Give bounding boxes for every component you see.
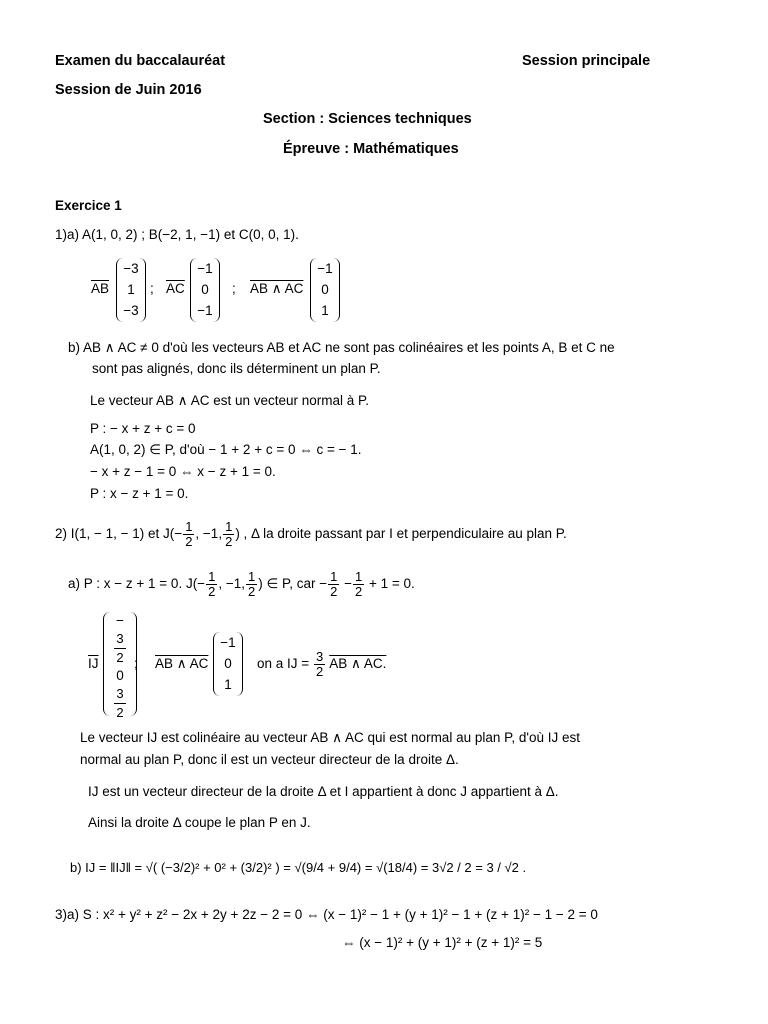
abac-z: 1 — [321, 303, 329, 319]
abac-y: 0 — [224, 655, 232, 671]
ij-relation — [257, 646, 386, 682]
ac-column-vector — [190, 258, 220, 322]
q2a-mid2: − — [340, 576, 352, 591]
separator: ; — [150, 281, 154, 296]
plane-eq-1: P : − x + z + c = 0 — [90, 421, 196, 436]
ainsi-text: Ainsi la droite Δ coupe le plan P en J. — [88, 815, 311, 830]
q1b-line2: sont pas alignés, donc ils déterminent un plan P. — [92, 361, 381, 376]
ab-x: −3 — [123, 260, 139, 276]
abac-label-2: AB ∧ AC — [155, 656, 209, 671]
q2a-mid: , −1, — [218, 576, 245, 591]
ab-label: $\overline{AB}$ — [91, 281, 110, 296]
ab-y: 1 — [127, 281, 135, 297]
fraction: $\frac{1}{2}$ — [355, 568, 363, 599]
fraction: $\frac{1}{2}$ — [330, 568, 338, 599]
q2a-prefix: a) P : x − z + 1 = 0. J(− — [68, 576, 206, 591]
fraction: $\frac{1}{2}$ — [247, 568, 256, 599]
epreuve-title: Épreuve : Mathématiques — [283, 141, 459, 157]
abac-x: −1 — [220, 634, 236, 650]
abac-y: 0 — [321, 281, 329, 297]
separator: ; — [134, 656, 138, 671]
ij-y: 0 — [116, 668, 124, 683]
fraction: $\frac{1}{2}$ — [185, 518, 193, 549]
ij-z: 3 2 — [116, 686, 124, 720]
fraction: $\frac{1}{2}$ — [208, 568, 216, 599]
ab-z: −3 — [123, 303, 139, 319]
ac-z: −1 — [197, 303, 213, 319]
q2a-statement — [68, 566, 415, 602]
session-date: Session de Juin 2016 — [55, 82, 202, 98]
q2-mid: , −1, — [195, 526, 223, 541]
plane-eq-2: A(1, 0, 2) ∈ P, d'où − 1 + 2 + c = 0 ⇔ c = − 1. — [90, 442, 362, 457]
ij-relation-prefix: on a IJ = — [257, 656, 310, 671]
ac-label: $\overline{AC}$ — [166, 281, 185, 296]
section-title: Section : Sciences techniques — [263, 111, 472, 127]
ij-label: $\overline{IJ}$ — [88, 656, 99, 671]
ac-x: −1 — [197, 260, 213, 276]
abac-column-vector-2 — [213, 632, 243, 696]
session-type: Session principale — [522, 53, 651, 69]
ac-y: 0 — [201, 281, 209, 297]
exercise-title: Exercice 1 — [55, 198, 122, 213]
q2-prefix: 2) I(1, − 1, − 1) et J(− — [55, 526, 183, 541]
q3a-line2: ⇔ (x − 1)² + (y + 1)² + (z + 1)² = 5 — [342, 935, 543, 950]
separator: ; — [232, 281, 236, 296]
q2-suffix: ) , Δ la droite passant par I et perpendiculaire au plan P. — [235, 526, 567, 541]
normal-vector-text: Le vecteur AB ∧ AC est un vecteur normal à P. — [90, 393, 370, 408]
q1a-text: 1)a) A(1, 0, 2) ; B(−2, 1, −1) et C(0, 0, 1). — [55, 227, 299, 242]
abac-x: −1 — [317, 260, 333, 276]
abac-z: 1 — [224, 677, 232, 693]
fraction: $\frac{1}{2}$ — [225, 518, 233, 549]
exam-title: Examen du baccalauréat — [55, 53, 226, 69]
colin-line2: normal au plan P, donc il est un vecteur directeur de la droite Δ. — [80, 752, 459, 767]
plane-eq-3: − x + z − 1 = 0 ⇔ x − z + 1 = 0. — [90, 464, 276, 479]
q3a-line1: 3)a) S : x² + y² + z² − 2x + 2y + 2z − 2 = 0 ⇔ (x − 1)² − 1 + (y + 1)² − 1 + (z + 1)² − 1 − 2 = 0 — [55, 907, 598, 922]
director-vector-text: IJ est un vecteur directeur de la droite Δ et I appartient à donc J appartient à Δ. — [88, 784, 559, 799]
q2a-end: + 1 = 0. — [365, 576, 415, 591]
ij-relation-end: AB ∧ AC. — [329, 656, 387, 671]
ij-column-vector — [103, 612, 137, 720]
plane-eq-4: P : x − z + 1 = 0. — [90, 486, 189, 501]
q2-statement — [55, 516, 567, 552]
colin-line1: Le vecteur IJ est colinéaire au vecteur AB ∧ AC qui est normal au plan P, d'où IJ est — [80, 730, 580, 745]
q1b-line1: b) AB ∧ AC ≠ 0 d'où les vecteurs AB et AC ne sont pas colinéaires et les points A, B et C ne — [68, 340, 615, 355]
ij-x: − 3 2 — [116, 613, 124, 665]
ab-column-vector — [116, 258, 146, 322]
abac-column-vector — [310, 258, 340, 322]
fraction: $\frac{3}{2}$ — [315, 648, 324, 679]
abac-label: AB ∧ AC — [250, 281, 304, 296]
q2b-equation: b) IJ = ‖IJ‖ = √( (−3/2)² + 0² + (3/2)² ) = √(9/4 + 9/4) = √(18/4) = 3√2 / 2 = 3 / √2 . — [70, 860, 527, 875]
q2a-suffix: ) ∈ P, car − — [258, 576, 328, 591]
